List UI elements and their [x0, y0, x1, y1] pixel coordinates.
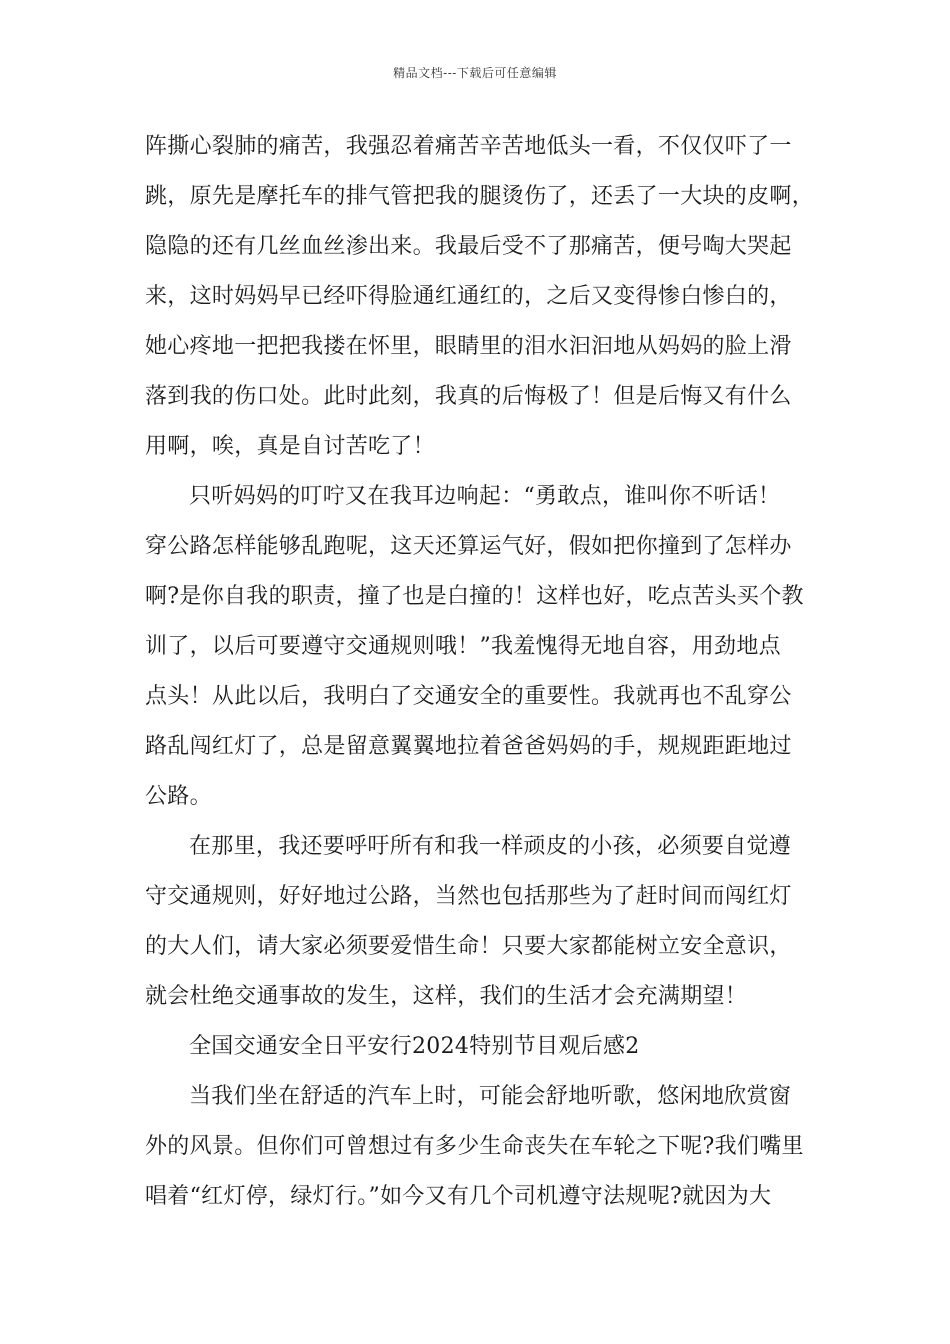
- text-line: 啊?是你自我的职责，撞了也是白撞的！这样也好，吃点苦头买个教: [145, 584, 804, 609]
- text-line: 唱着“红灯停，绿灯行。”如今又有几个司机遵守法规呢?就因为大: [145, 1184, 772, 1209]
- text-line: 守交通规则，好好地过公路，当然也包括那些为了赶时间而闯红灯: [145, 884, 792, 909]
- section-title: 全国交通安全日平安行2024特别节目观后感2: [189, 1034, 640, 1059]
- text-line: 来，这时妈妈早已经吓得脸通红通红的，之后又变得惨白惨白的，: [145, 284, 792, 309]
- text-line: 用啊，唉，真是自讨苦吃了！: [145, 434, 435, 459]
- text-line: 公路。: [145, 784, 212, 809]
- paragraph-start-line: 当我们坐在舒适的汽车上时，可能会舒地听歌，悠闲地欣赏窗: [189, 1084, 792, 1109]
- paragraph-start-line: 在那里，我还要呼吁所有和我一样顽皮的小孩，必须要自觉遵: [189, 834, 792, 859]
- text-line: 穿公路怎样能够乱跑呢，这天还算运气好，假如把你撞到了怎样办: [145, 534, 792, 559]
- text-line: 外的风景。但你们可曾想过有多少生命丧失在车轮之下呢?我们嘴里: [145, 1134, 804, 1159]
- text-line: 隐隐的还有几丝血丝渗出来。我最后受不了那痛苦，便号啕大哭起: [145, 234, 792, 259]
- document-body: [145, 122, 815, 1222]
- text-line: 训了，以后可要遵守交通规则哦！”我羞愧得无地自容，用劲地点: [145, 634, 781, 659]
- text-line: 跳，原先是摩托车的排气管把我的腿烫伤了，还丢了一大块的皮啊，: [145, 184, 815, 209]
- text-line: 的大人们，请大家必须要爱惜生命！只要大家都能树立安全意识，: [145, 934, 792, 959]
- text-line: 路乱闯红灯了，总是留意翼翼地拉着爸爸妈妈的手，规规距距地过: [145, 734, 792, 759]
- page-header: 精品文档---下载后可任意编辑: [393, 66, 557, 80]
- text-line: 点头！从此以后，我明白了交通安全的重要性。我就再也不乱穿公: [145, 684, 792, 709]
- paragraph-start-line: 只听妈妈的叮咛又在我耳边响起：“勇敢点，谁叫你不听话！: [189, 484, 781, 509]
- text-line: 她心疼地一把把我搂在怀里，眼睛里的泪水汩汩地从妈妈的脸上滑: [145, 334, 792, 359]
- text-line: 阵撕心裂肺的痛苦，我强忍着痛苦辛苦地低头一看，不仅仅吓了一: [145, 134, 792, 159]
- text-line: 落到我的伤口处。此时此刻，我真的后悔极了！但是后悔又有什么: [145, 384, 792, 409]
- text-line: 就会杜绝交通事故的发生，这样，我们的生活才会充满期望！: [145, 984, 748, 1009]
